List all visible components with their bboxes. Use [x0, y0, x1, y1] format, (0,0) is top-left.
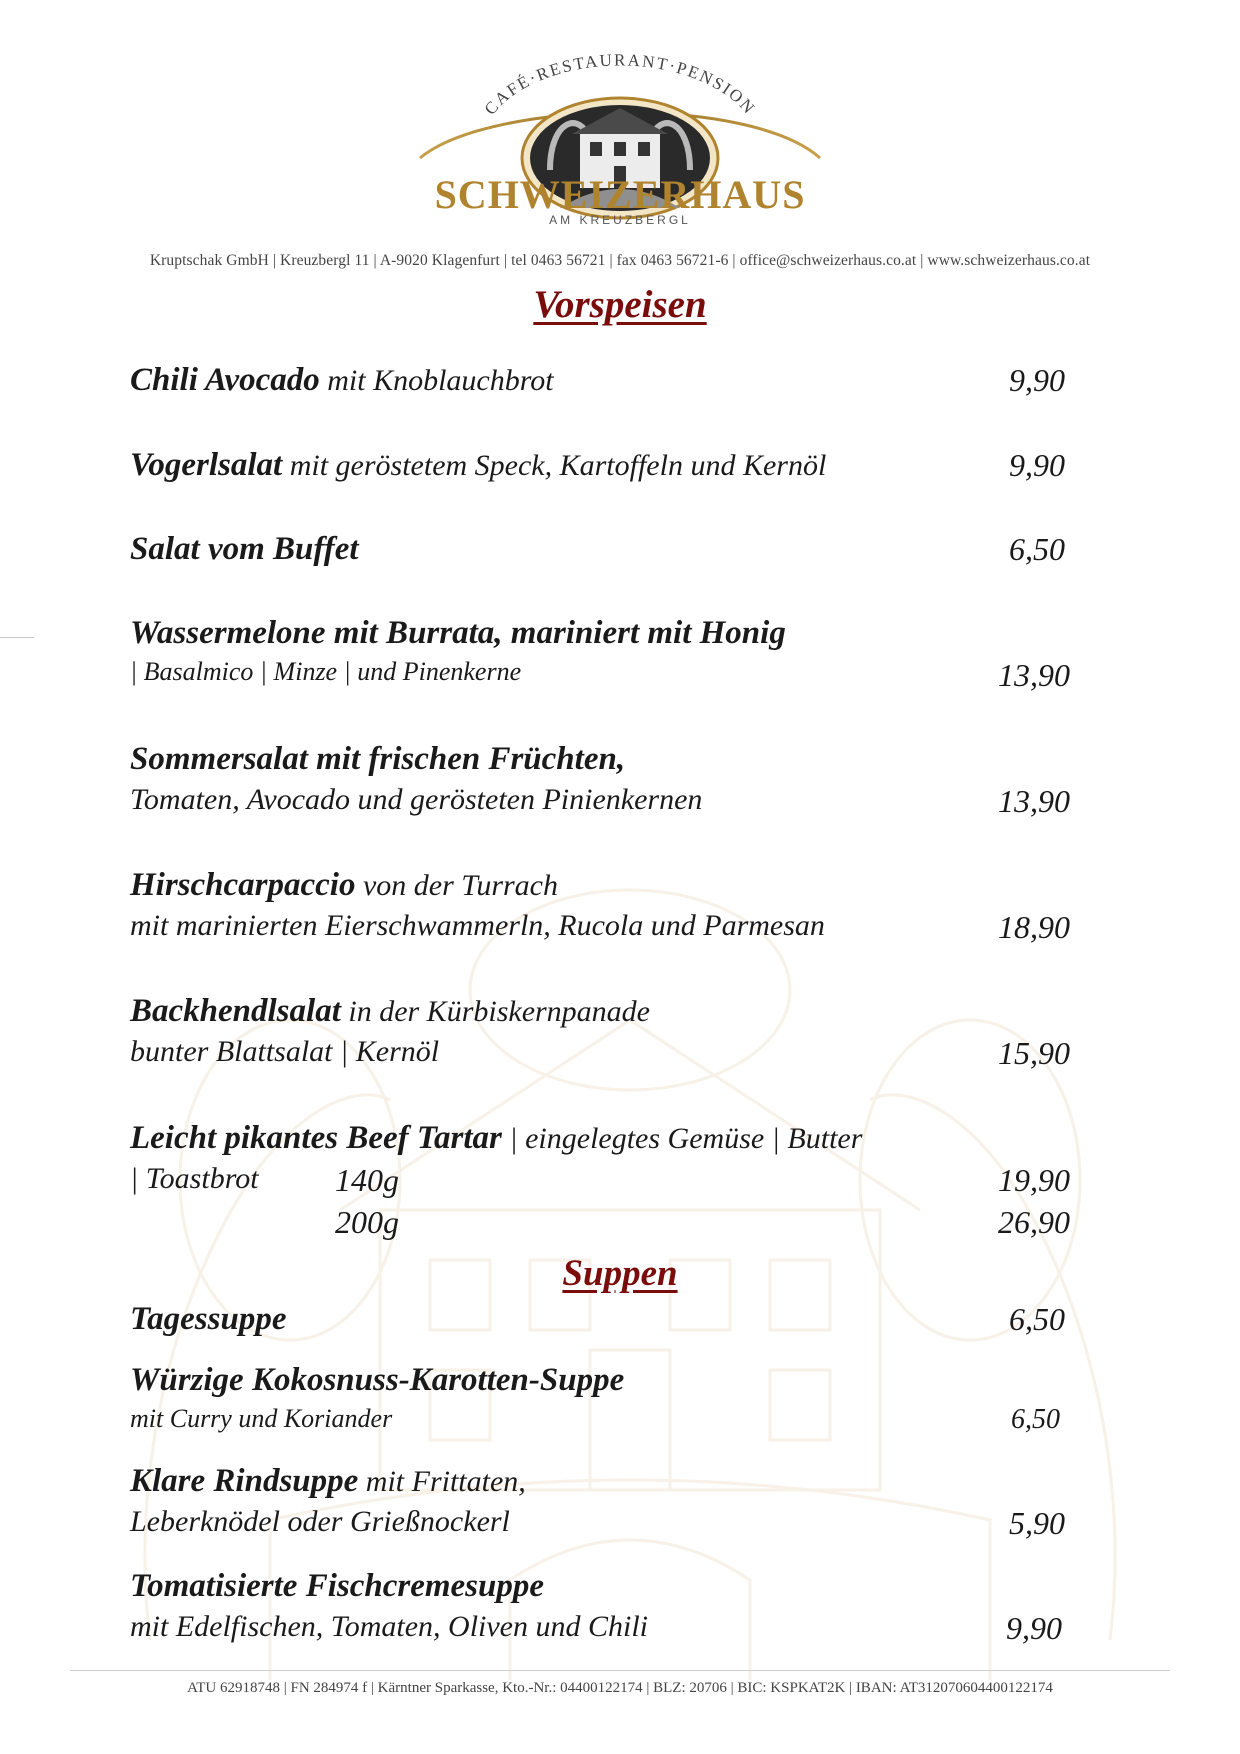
logo-arc-text: CAFÉ·RESTAURANT·PENSION	[480, 50, 760, 119]
item-desc-line2: mit marinierten Eierschwammerln, Rucola und Parmesan	[130, 909, 825, 942]
edge-mark	[0, 637, 34, 638]
menu-item-vogerlsalat	[130, 447, 1090, 489]
section-title-soups: Suppen	[562, 1253, 678, 1294]
item-price: 5,90	[1009, 1505, 1065, 1541]
item-name: Chili Avocado	[130, 362, 320, 398]
item-weight-large: 200g	[335, 1204, 399, 1240]
item-name: Backhendlsalat	[130, 993, 341, 1029]
item-price: 13,90	[998, 783, 1070, 819]
restaurant-logo	[410, 40, 830, 245]
menu-item-sommersalat	[130, 741, 1090, 825]
section-title-starters: Vorspeisen	[533, 283, 707, 326]
item-price: 18,90	[998, 909, 1070, 945]
footer-bank-details: ATU 62918748 | FN 284974 f | Kärntner Sparkasse, Kto.-Nr.: 04400122174 | BLZ: 20706 | BIC: KSPKAT2K | IBAN: AT312070604400122174	[187, 1680, 1053, 1696]
item-name: Leicht pikantes Beef Tartar	[130, 1120, 502, 1156]
item-desc-line2: | Toastbrot	[130, 1162, 259, 1195]
item-name: Tomatisierte Fischcremesuppe	[130, 1568, 545, 1604]
menu-item-tagessuppe	[130, 1301, 1090, 1343]
item-desc: | Basalmico | Minze | und Pinenkerne	[130, 657, 522, 686]
item-desc: mit geröstetem Speck, Kartoffeln und Kernöl	[282, 449, 827, 482]
item-desc: in der Kürbiskernpanade	[340, 995, 650, 1028]
menu-item-wassermelone	[130, 615, 1090, 699]
item-price: 15,90	[998, 1035, 1070, 1071]
menu-item-hirschcarpaccio	[130, 867, 1090, 951]
item-desc: mit Frittaten,	[358, 1465, 526, 1498]
footer-divider	[70, 1670, 1170, 1671]
menu-item-beef-tartar	[130, 1120, 1090, 1246]
item-desc-line2: Leberknödel oder Grießnockerl	[130, 1505, 510, 1538]
menu-item-salat-vom-buffet	[130, 531, 1090, 573]
item-name: Vogerlsalat	[130, 447, 283, 483]
item-price: 9,90	[1009, 447, 1065, 483]
item-desc-line2: bunter Blattsalat | Kernöl	[130, 1035, 440, 1068]
menu-item-kokosnuss-karotten-suppe	[130, 1362, 1090, 1446]
menu-item-klare-rindsuppe	[130, 1463, 1090, 1547]
item-price: 9,90	[1009, 362, 1065, 398]
item-desc: mit Curry und Koriander	[130, 1404, 393, 1433]
item-name: Sommersalat mit frischen Früchten,	[130, 741, 626, 777]
item-price: 9,90	[1006, 1610, 1062, 1646]
logo-subtitle: AM KREUZBERGL	[549, 213, 691, 227]
item-price: 6,50	[1011, 1404, 1060, 1435]
menu-item-fischcremesuppe	[130, 1568, 1090, 1652]
item-price: 13,90	[998, 657, 1070, 693]
item-desc: Tomaten, Avocado und gerösteten Pinienkernen	[130, 783, 703, 816]
item-desc: | eingelegtes Gemüse | Butter	[501, 1122, 863, 1155]
contact-line: Kruptschak GmbH | Kreuzbergl 11 | A-9020 Klagenfurt | tel 0463 56721 | fax 0463 56721-6 | office@schweizerhaus.co.at | www.schweizerhaus.co.at	[149, 252, 1091, 269]
item-name: Tagessuppe	[130, 1301, 287, 1337]
item-desc: von der Turrach	[355, 869, 558, 902]
item-price: 6,50	[1009, 1301, 1065, 1337]
menu-item-chili-avocado	[130, 362, 1090, 404]
item-weight-small: 140g	[335, 1162, 399, 1198]
item-name: Klare Rindsuppe	[130, 1463, 359, 1499]
item-name: Wassermelone mit Burrata, mariniert mit Honig	[130, 615, 786, 651]
item-name: Würzige Kokosnuss-Karotten-Suppe	[130, 1362, 625, 1398]
logo-name: SCHWEIZERHAUS	[434, 172, 806, 217]
item-price-large: 26,90	[998, 1204, 1070, 1240]
item-price-small: 19,90	[998, 1162, 1070, 1198]
item-name: Hirschcarpaccio	[130, 867, 356, 903]
item-name: Salat vom Buffet	[130, 531, 359, 567]
menu-item-backhendlsalat	[130, 993, 1090, 1077]
item-desc: mit Knoblauchbrot	[319, 364, 554, 397]
item-desc: mit Edelfischen, Tomaten, Oliven und Chili	[130, 1610, 649, 1643]
item-price: 6,50	[1009, 531, 1065, 567]
